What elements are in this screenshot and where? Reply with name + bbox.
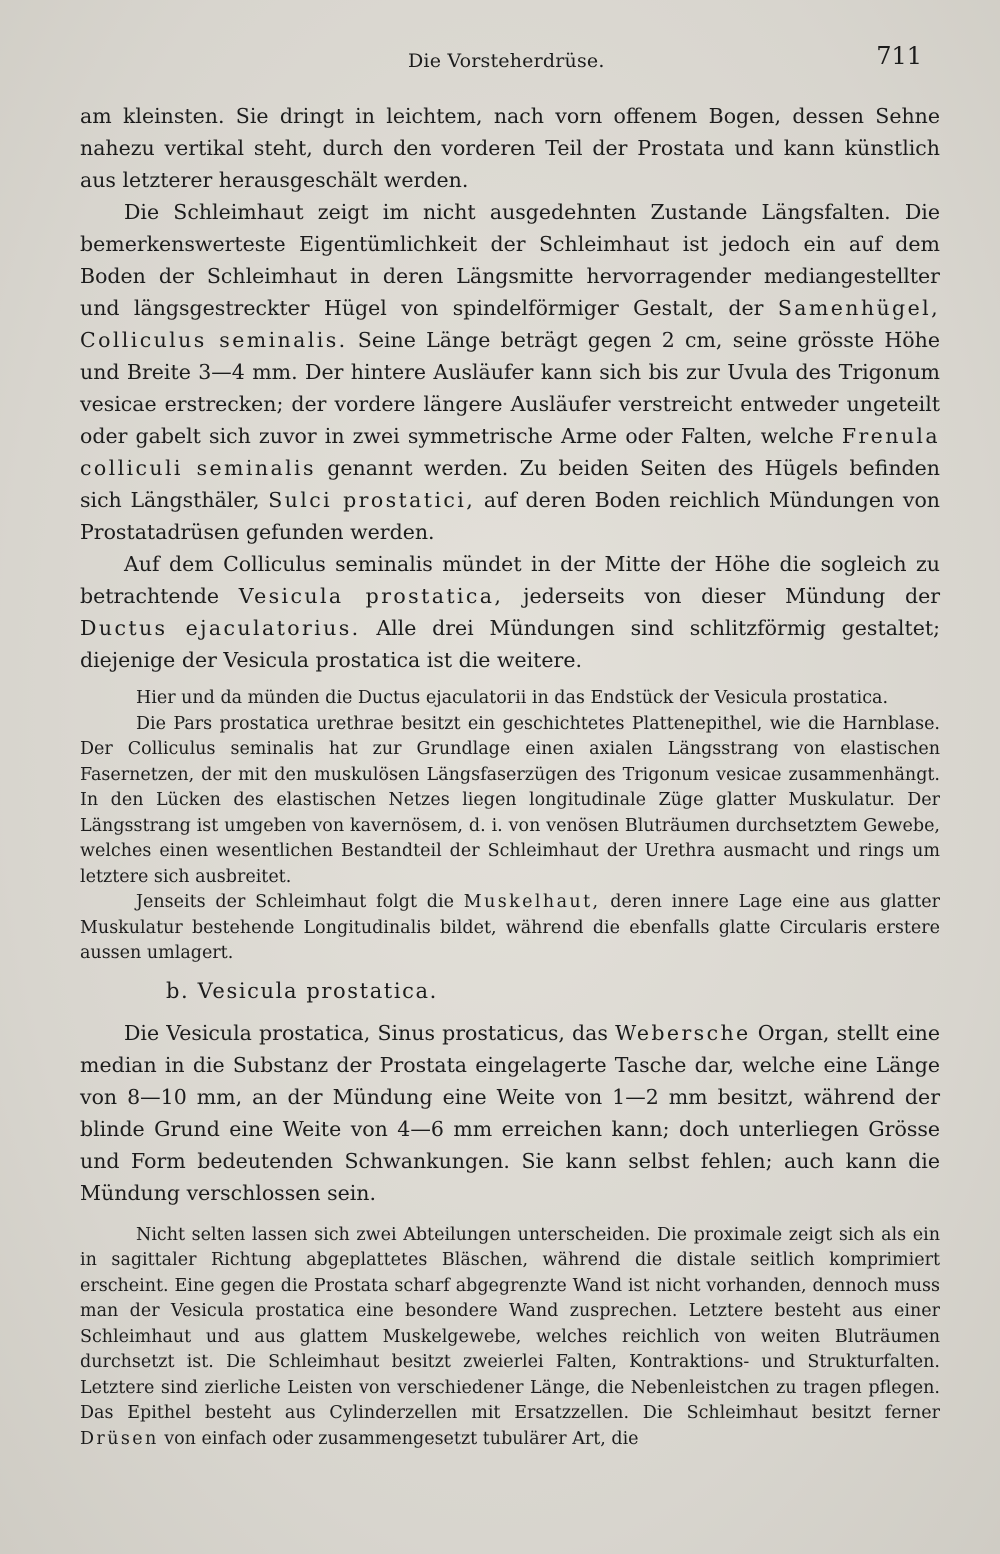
paragraph-7-text-c: Organ, stellt eine median in die Substanz der Prostata eingelagerte Tasche dar, welche eine Länge von 8—10 mm, an der Mündung eine Weite von 1—2 mm besitzt, während der blinde Grund eine Weite von 4—6 mm erreichen kann; doch unterliegen Grösse und Form bedeutenden Schwankungen. Sie kann selbst fehlen; auch kann die Mündung verschlossen sein. [80,1020,940,1205]
paragraph-3-text-e: Alle drei Mündungen sind schlitzförmig gestaltet; diejenige der Vesicula prostatica ist die weitere. [80,616,940,672]
paragraph-2-text-g: auf deren Boden reichlich Mündungen von Prostatadrüsen gefunden werden. [80,488,941,544]
page-number: 711 [876,42,922,70]
paragraph-7-text-a: Die Vesicula prostatica, Sinus prostaticus, das [124,1020,616,1045]
paragraph-2-text-c: Seine Länge beträgt gegen 2 cm, seine grösste Höhe und Breite 3—4 mm. Der hintere Ausläufer kann sich bis zur Uvula des Trigonum vesicae erstrecken; der vordere längere Ausläufer verstreicht entweder ungeteilt oder gabelt sich zuvor in zwei symmetrische Arme oder Falten, welche [80,328,940,448]
paragraph-5: Die Pars prostatica urethrae besitzt ein geschichtetes Plattenepithel, wie die Harnblase. Der Colliculus seminalis hat zur Grundlage einen axialen Längsstrang von elastischen Fasernetzen, der mit den muskulösen Längsfaserzügen des Trigonum vesicae zusammenhängt. In den Lücken des elastischen Netzes liegen longitudinale Züge glatter Muskulatur. Der Längsstrang ist umgeben von kavernösem, d. i. von venösen Bluträumen durchsetztem Gewebe, welches einen wesentlichen Bestandteil der Schleimhaut der Urethra ausmacht und rings um letztere sich ausbreitet. [80,713,940,887]
section-heading: b. Vesicula prostatica. [166,978,438,1003]
paragraph-3-text-c: jederseits von dieser Mündung der [503,584,941,608]
paragraph-6 [80,890,940,967]
paragraph-2 [80,196,940,548]
term-druesen: Drüsen [80,1428,159,1449]
paragraph-3-text-a: Auf dem Colliculus seminalis mündet in der Mitte der Höhe die sogleich zu betrachtende [80,552,940,608]
paragraph-4: Hier und da münden die Ductus ejaculatorii in das Endstück der Vesicula prostatica. [136,688,889,708]
term-samenhuegel: Samenhügel, Colliculus seminalis. [80,296,940,352]
term-frenula: Frenula colliculi seminalis [80,424,940,480]
page-body [80,100,940,1452]
term-muskelhaut: Muskelhaut, [463,892,601,912]
paragraph-6-text-a: Jenseits der Schleimhaut folgt die [136,892,464,912]
page-header [80,40,930,80]
paragraph-6-text-c: deren innere Lage eine aus glatter Muskulatur bestehende Longitudinalis bildet, während die ebenfalls glatte Circularis erstere aussen umlagert. [80,892,941,963]
paragraph-1: am kleinsten. Sie dringt in leichtem, nach vorn offenem Bogen, dessen Sehne nahezu vertikal steht, durch den vorderen Teil der Prostata und kann künstlich aus letzterer herausgeschält werden. [80,104,940,192]
paragraph-2-text-e: genannt werden. Zu beiden Seiten des Hügels befinden sich Längsthäler, [80,456,940,512]
term-webersche: Webersche [615,1020,751,1045]
paragraph-8 [80,1223,940,1453]
term-vesicula: Vesicula prostatica, [238,584,504,608]
paragraph-8-text-a: Nicht selten lassen sich zwei Abteilungen unterscheiden. Die proximale zeigt sich als ein in sagittaler Richtung abgeplattetes Bläschen, während die distale seitlich komprimiert erscheint. Eine gegen die Prostata scharf abgegrenzte Wand ist nicht vorhanden, dennoch muss man der Vesicula prostatica eine besondere Wand zusprechen. Letztere besteht aus einer Schleimhaut und aus glattem Muskelgewebe, welches reichlich von weiten Bluträumen durchsetzt ist. Die Schleimhaut besitzt zweierlei Falten, Kontraktions- und Strukturfalten. Letztere sind zierliche Leisten von verschiedener Länge, die Nebenleistchen zu tragen pflegen. Das Epithel besteht aus Cylinderzellen mit Ersatzzellen. Die Schleimhaut besitzt ferner [80,1224,940,1423]
running-head: Die Vorsteherdrüse. [408,50,605,72]
paragraph-2-text-a: Die Schleimhaut zeigt im nicht ausgedehnten Zustande Längsfalten. Die bemerkenswerteste Eigentümlichkeit der Schleimhaut ist jedoch ein auf dem Boden der Schleimhaut in deren Längsmitte hervorragender mediangestellter und längsgestreckter Hügel von spindelförmiger Gestalt, der [80,200,940,320]
paragraph-7 [80,1017,940,1209]
paragraph-8-text-c: von einfach oder zusammengesetzt tubulärer Art, die [158,1428,639,1449]
term-sulci: Sulci prostatici, [268,488,476,512]
paragraph-3 [80,548,940,676]
term-ductus: Ductus ejaculatorius. [80,616,361,640]
